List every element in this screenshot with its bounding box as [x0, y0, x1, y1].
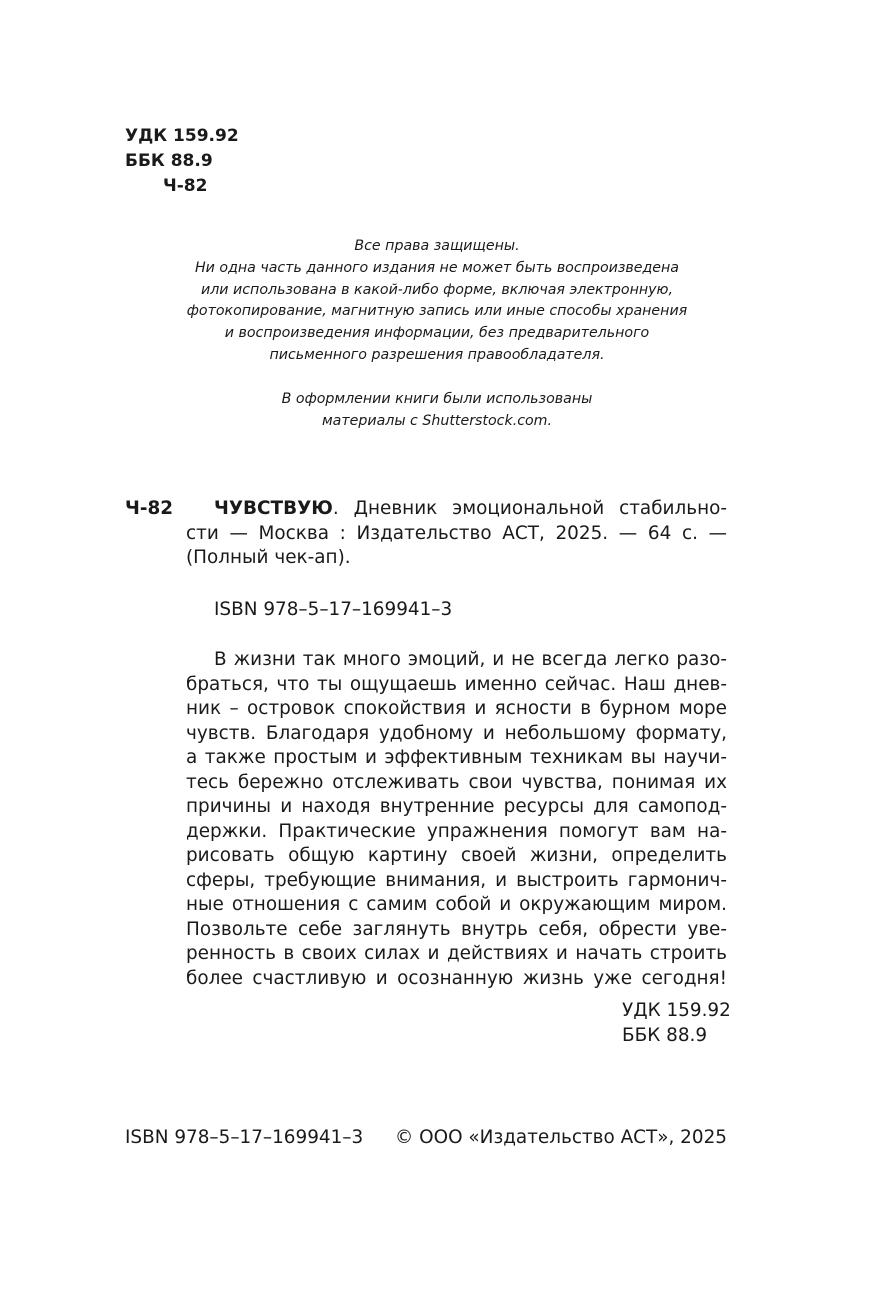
annotation-line: Позвольте себе заглянуть внутрь себя, обрести уве- [186, 918, 727, 940]
udk-code: УДК 159.92 [125, 126, 239, 146]
bbk-code: ББК 88.9 [125, 151, 213, 171]
rights-line: Все права защищены. [354, 238, 520, 254]
book-title: ЧУВСТВУЮ [214, 498, 333, 519]
biblio-line: сти — Москва : Издательство АСТ, 2025. — 64 с. — [186, 522, 727, 544]
annotation-line: чувств. Благодаря удобному и небольшому формату, [186, 722, 727, 744]
footer-copyright: © ООО «Издательство АСТ», 2025 [394, 1127, 727, 1148]
annotation-line: браться, что ты ощущаешь именно сейчас. Наш днев- [186, 673, 727, 695]
rights-line: письменного разрешения правообладателя. [269, 346, 605, 363]
rights-line: и воспроизведения информации, без предварительного [224, 325, 650, 342]
annotation [186, 648, 731, 1048]
annotation-line: сферы, требующие внимания, и выстроить гармонич- [186, 869, 727, 891]
annotation-line: тесь бережно отслеживать свои чувства, понимая их [186, 771, 727, 793]
annotation-line: ные отношения с самим собой и окружающим миром. [186, 894, 727, 915]
bbk-code-bottom: ББК 88.9 [622, 1024, 708, 1046]
annotation-line: держки. Практические упражнения помогут вам на- [186, 820, 727, 842]
annotation-line: рисовать общую картину своей жизни, определить [186, 845, 727, 866]
shutterstock-line: В оформлении книги были использованы [281, 390, 593, 407]
annotation-line: а также простым и эффективным техникам вы научи- [186, 747, 727, 768]
rights-line: Ни одна часть данного издания не может быть воспроизведена [194, 259, 679, 276]
footer-isbn: ISBN 978–5–17–169941–3 [125, 1127, 364, 1148]
annotation-line: более счастливую и осознанную жизнь уже сегодня! [186, 967, 727, 989]
rights-line: или использована в какой-либо форме, включая электронную, [201, 281, 673, 298]
biblio-line: (Полный чек-ап). [186, 547, 351, 568]
bibliographic-record [125, 497, 727, 622]
biblio-isbn: ISBN 978–5–17–169941–3 [214, 598, 453, 620]
udk-code-bottom: УДК 159.92 [622, 1000, 731, 1021]
shutterstock-line: материалы с Shutterstock.com. [321, 412, 553, 429]
biblio-mark: Ч-82 [125, 498, 174, 519]
annotation-line: причины и находя внутренние ресурсы для самопод- [186, 796, 727, 817]
biblio-line: . Дневник эмоциональной стабильно- [332, 498, 727, 519]
annotation-line: В жизни так много эмоций, и не всегда легко разо- [214, 649, 727, 670]
author-mark: Ч-82 [163, 176, 208, 196]
annotation-line: ренность в своих силах и действиях и начать строить [186, 943, 727, 964]
copyright-notice [120, 236, 754, 454]
classification-codes [125, 124, 239, 199]
annotation-line: ник – островок спокойствия и ясности в бурном море [186, 698, 727, 719]
rights-line: фотокопирование, магнитную запись или иные способы хранения [186, 303, 688, 320]
